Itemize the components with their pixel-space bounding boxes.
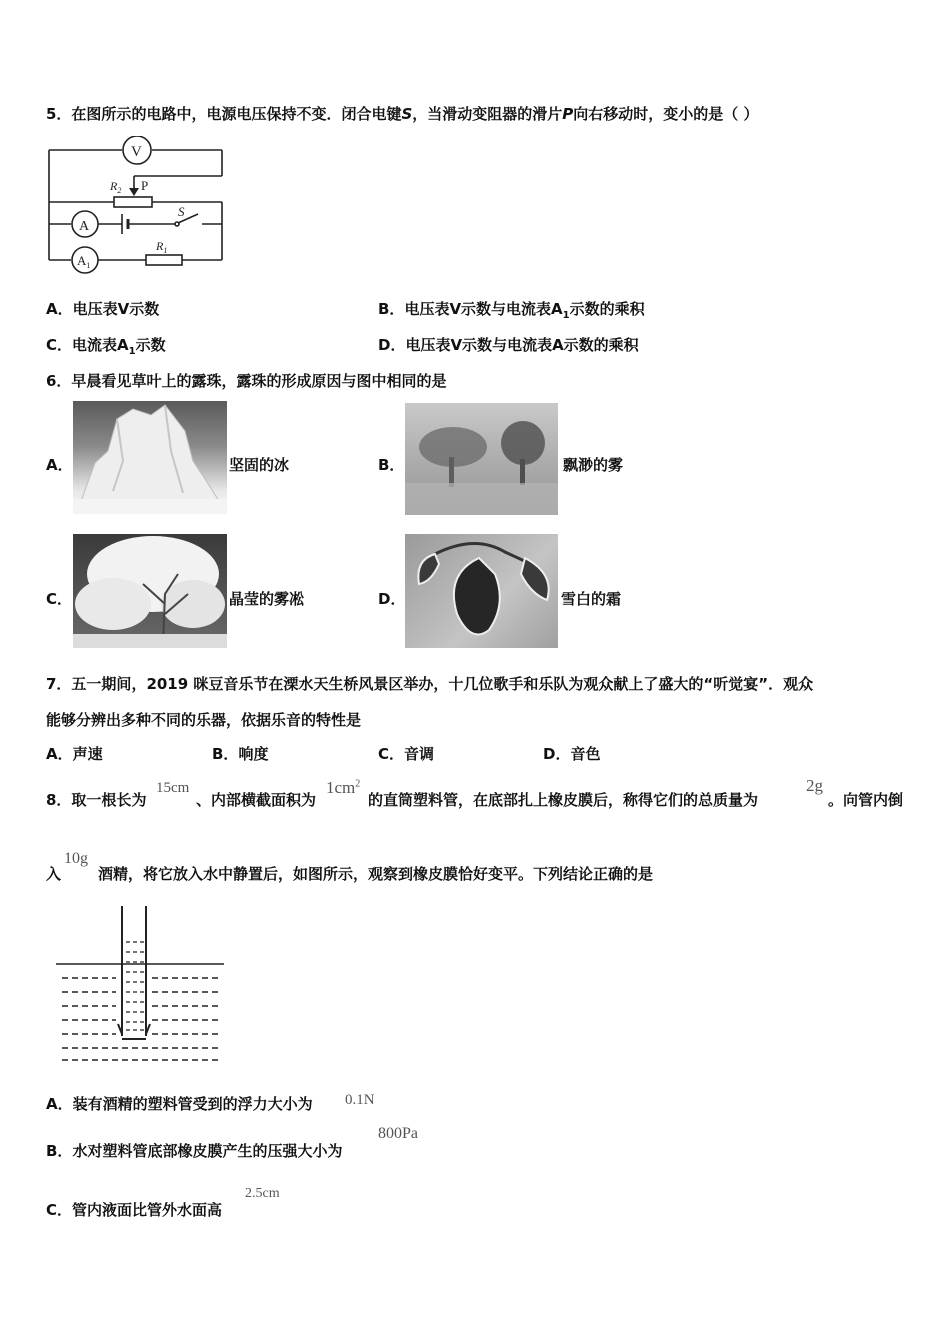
q7-stem-line1: 7．五一期间，2019 咪豆音乐节在溧水天生桥风景区举办，十几位歌手和乐队为观众献上了盛大的“听觉宴”．观众 [46,675,814,693]
q7-option-a[interactable]: A．声速 [46,745,103,763]
q8-alcohol-mass-value: 10g [64,850,88,867]
frosted-leaves-icon [405,534,558,648]
q8-stem-t6: 酒精，将它放入水中静置后，如图所示，观察到橡皮膜恰好变平。下列结论正确的是 [98,865,654,883]
q6-stem: 6．早晨看见草叶上的露珠，露珠的形成原因与图中相同的是 [46,372,447,390]
iceberg-icon [73,401,227,514]
q5-option-c[interactable]: C．电流表$A_1$示数 [46,336,166,357]
q6-option-b-letter[interactable]: B． [378,456,405,474]
q6-ice-photo [73,401,227,514]
q8-option-a-value: 0.1N [345,1092,375,1108]
q8-stem-t3: 的直筒塑料管，在底部扎上橡皮膜后，称得它们的总质量为 [368,791,759,809]
q8-stem-t2: 、内部横截面积为 [196,791,317,809]
q6-option-b-caption: 飘渺的雾 [563,456,624,474]
q6-frost-photo [405,534,558,648]
q7-option-c[interactable]: C．音调 [378,745,435,763]
q8-length-value: 15cm [156,780,190,796]
r2-label: $R_2$ [110,179,122,195]
q8-option-c-value: 2.5cm [245,1186,280,1201]
q8-stem-t1: 8．取一根长为 [46,791,147,809]
frosted-tree-icon [73,534,227,648]
slider-p-label: P [141,178,149,193]
q6-option-d-caption: 雪白的霜 [561,590,622,608]
q6-fog-photo [405,403,558,515]
q5-stem: 5．在图所示的电路中，电源电压保持不变．闭合电键S，当滑动变阻器的滑片P向右移动时，变小的是（ ） [46,105,759,123]
water-dashes [62,978,222,1060]
voltmeter-label: V [131,144,142,160]
q8-option-b-value: 800Pa [378,1125,418,1142]
q7-stem-line2: 能够分辨出多种不同的乐器，依据乐音的特性是 [46,711,362,729]
q8-option-c[interactable]: C．管内液面比管外水面高 [46,1201,223,1219]
q5-option-a[interactable]: A．电压表V示数 [46,300,160,318]
q5-circuit-diagram [40,136,240,276]
q8-stem-t5: 入 [46,865,62,883]
q8-tube-in-water-diagram [56,906,226,1066]
q7-option-d[interactable]: D．音色 [543,745,601,763]
q8-area-value: $1cm^2$ [326,778,361,797]
q8-option-a[interactable]: A．装有酒精的塑料管受到的浮力大小为 [46,1095,313,1113]
q5-option-d[interactable]: D．电压表V示数与电流表A示数的乘积 [378,336,639,354]
ammeter-a1-label: $A_1$ [77,253,91,270]
q5-option-b[interactable]: B．电压表V示数与电流表$A_1$示数的乘积 [378,300,645,321]
foggy-trees-icon [405,403,558,515]
q8-mass-value: 2g [806,776,823,795]
resistor-r1 [146,255,182,265]
alcohol-dashes [126,942,144,1030]
q6-option-a-caption: 坚固的冰 [229,456,290,474]
r1-label: $R_1$ [156,239,168,255]
ammeter-a-label: A [79,219,90,234]
q6-option-c-letter[interactable]: C． [46,590,73,608]
q5-s-variable: S [401,105,413,123]
q6-option-d-letter[interactable]: D． [378,590,406,608]
slider-arrowhead [129,188,139,196]
q8-stem-t4: 。向管内倒 [828,791,904,809]
q6-rime-photo [73,534,227,648]
q8-option-b[interactable]: B．水对塑料管底部橡皮膜产生的压强大小为 [46,1142,343,1160]
q6-option-a-letter[interactable]: A． [46,456,73,474]
q6-option-c-caption: 晶莹的雾凇 [229,590,305,608]
q5-p-variable: P [562,105,574,123]
q7-option-b[interactable]: B．响度 [212,745,269,763]
rheostat-r2 [114,197,152,207]
switch-s-label: S [178,204,185,219]
